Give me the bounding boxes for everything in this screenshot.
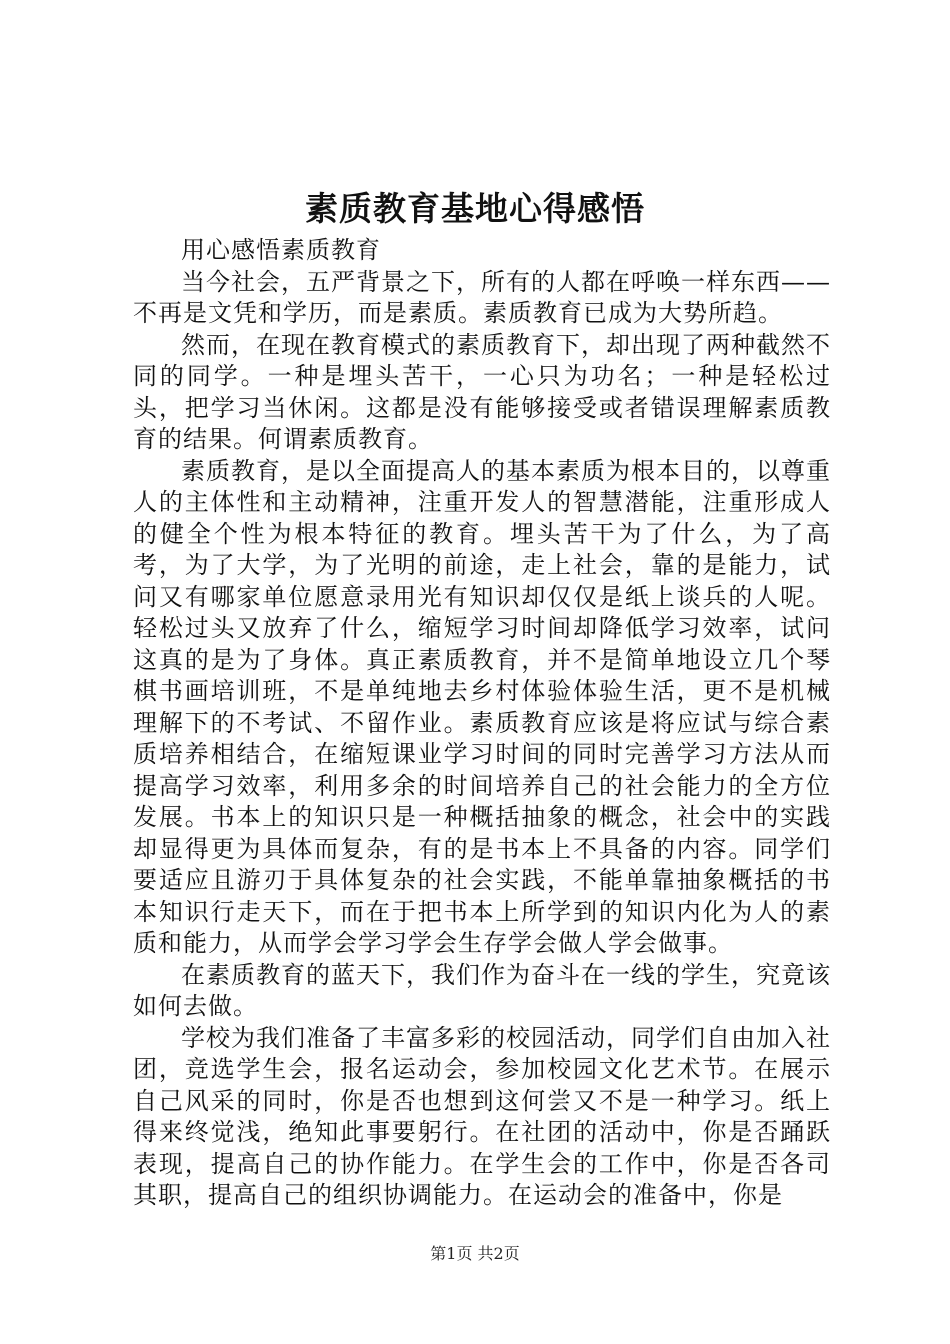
paragraph: 学校为我们准备了丰富多彩的校园活动，同学们自由加入社团，竞选学生会，报名运动会，参加校园文化艺术节。在展示自己风采的同时，你是否也想到这何尝又不是一种学习。纸上得来终觉浅，绝知此事要躬行。在社团的活动中，你是否踊跃表现，提高自己的协作能力。在学生会的工作中，你是否各司其职，提高自己的组织协调能力。在运动会的准备中，你是 [133, 1023, 831, 1209]
document-title: 素质教育基地心得感悟 [305, 189, 645, 228]
paragraph: 素质教育，是以全面提高人的基本素质为根本目的，以尊重人的主体性和主动精神，注重开发人的智慧潜能，注重形成人的健全个性为根本特征的教育。埋头苦干为了什么，为了高考，为了大学，为了光明的前途，走上社会，靠的是能力，试问又有哪家单位愿意录用光有知识却仅仅是纸上谈兵的人呢。轻松过头又放弃了什么，缩短学习时间却降低学习效率，试问这真的是为了身体。真正素质教育，并不是简单地设立几个琴棋书画培训班，不是单纯地去乡村体验体验生活，更不是机械理解下的不考试、不留作业。素质教育应该是将应试与综合素质培养相结合，在缩短课业学习时间的同时完善学习方法从而提高学习效率，利用多余的时间培养自己的社会能力的全方位发展。书本上的知识只是一种概括抽象的概念，社会中的实践却显得更为具体而复杂，有的是书本上不具备的内容。同学们要适应且游刃于具体复杂的社会实践，不能单靠抽象概括的书本知识行走天下，而在于把书本上所学到的知识内化为人的素质和能力，从而学会学习学会生存学会做人学会做事。 [133, 456, 831, 957]
paragraph: 在素质教育的蓝天下，我们作为奋斗在一线的学生，究竟该如何去做。 [133, 960, 831, 1020]
document-body [133, 235, 831, 1212]
page-number: 第1页 共2页 [430, 1244, 520, 1263]
paragraph: 然而，在现在教育模式的素质教育下，却出现了两种截然不同的同学。一种是埋头苦干，一心只为功名；一种是轻松过头，把学习当休闲。这都是没有能够接受或者错误理解素质教育的结果。何谓素质教育。 [133, 330, 831, 453]
paragraph-subtitle: 用心感悟素质教育 [181, 236, 381, 264]
paragraph: 当今社会，五严背景之下，所有的人都在呼唤一样东西——不再是文凭和学历，而是素质。素质教育已成为大势所趋。 [133, 267, 831, 327]
